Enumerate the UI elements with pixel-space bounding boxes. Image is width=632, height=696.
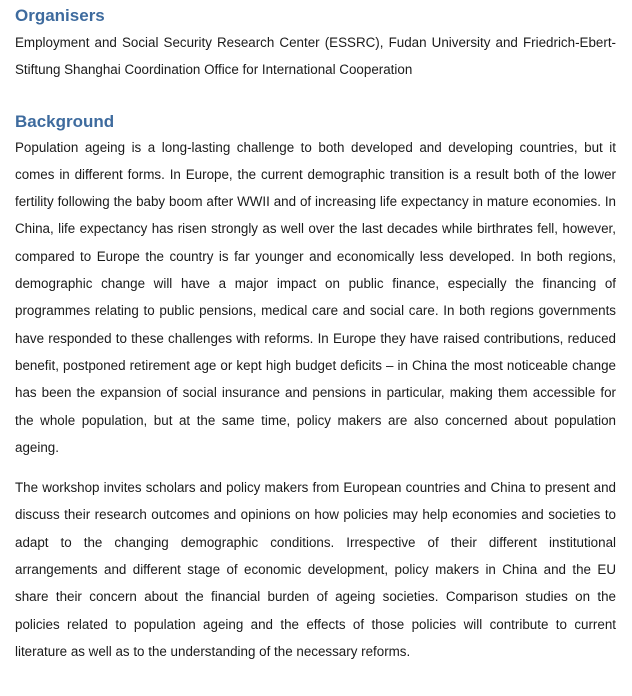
organisers-text: Employment and Social Security Research Center (ESSRC), Fudan University and Friedrich-Ebert-Stiftung Shanghai Coordination Office for International Cooperation	[15, 35, 616, 78]
background-paragraph-1: Population ageing is a long-lasting challenge to both developed and developing countries, but it comes in different forms. In Europe, the current demographic transition is a result both of the lower fertility following the baby boom after WWII and of increasing life expectancy in mature economies. In China, life expectancy has risen strongly as well over the last decades while birthrates fell, however, compared to Europe the country is far younger and economically less developed. In both regions, demographic change will have a major impact on public finance, especially the financing of programmes relating to public pensions, medical care and social care. In both regions governments have responded to these challenges with reforms. In Europe they have raised contributions, reduced benefit, postponed retirement age or kept high budget deficits – in China the most noticeable change has been the expansion of social insurance and pensions in particular, making them accessible for the whole population, but at the same time, policy makers are also concerned about population ageing.	[15, 139, 616, 455]
background-section	[15, 111, 616, 666]
organisers-heading: Organisers	[15, 6, 105, 25]
organisers-section	[15, 5, 616, 84]
background-paragraph-2: The workshop invites scholars and policy makers from European countries and China to present and discuss their research outcomes and opinions on how policies may help economies and societies to adapt to the changing demographic conditions. Irrespective of their different institutional arrangements and different stage of economic development, policy makers in China and the EU share their concern about the financial burden of ageing societies. Comparison studies on the policies related to population ageing and the effects of those policies will contribute to current literature as well as to the understanding of the necessary reforms.	[15, 480, 616, 659]
background-heading: Background	[15, 111, 115, 131]
